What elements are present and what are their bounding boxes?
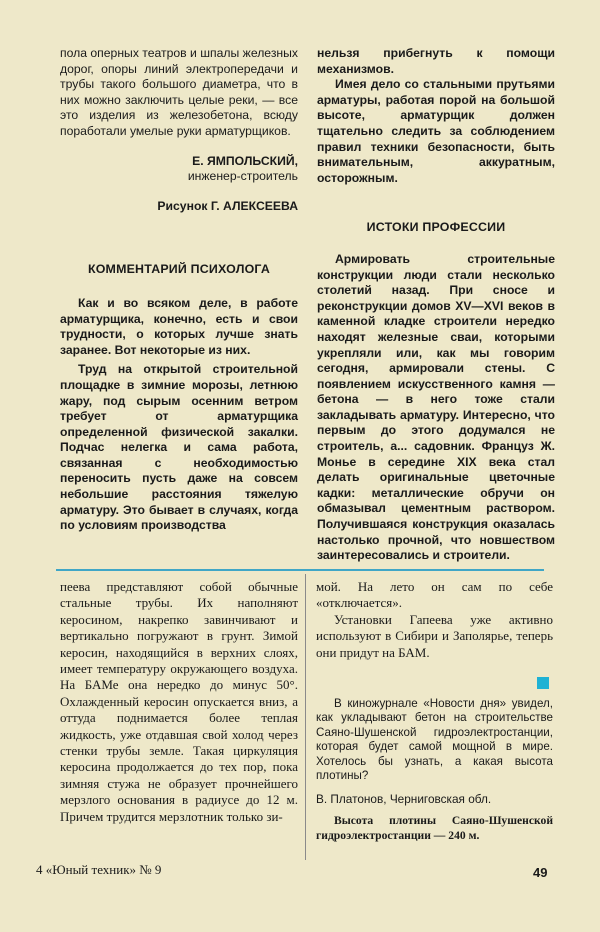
psychologist-heading: КОММЕНТАРИЙ ПСИХОЛОГА [87, 262, 271, 277]
top-left-column [60, 46, 298, 534]
right-paragraph-1: нельзя прибегнуть к помощи механизмов. [317, 46, 555, 76]
bottom-right-paragraph-2: Установки Гапеева уже активно используют в Сибири и Заполярье, теперь они придут на БАМ. [316, 611, 553, 660]
intro-paragraph: пола оперных театров и шпалы железных дорог, опоры линий электропередачи и трубы такого большого диаметра, что в них можно заключить целые реки, — все это изделия из железобетона, всюду поработали умелые руки арматурщиков. [60, 46, 298, 138]
illustration-credit: Рисунок Г. АЛЕКСЕЕВА [157, 198, 298, 213]
reader-question: В киножурнале «Новости дня» увидел, как укладывают бетон на строительстве Саяно-Шушенской гидроэлектростанции, которая будет самой мощной в мире. Хотелось бы узнать, а какая высота плотины? [316, 697, 553, 783]
right-paragraph-2: Имея дело со стальными прутьями арматуры, работая порой на большой высоте, арматурщик должен тщательно следить за соблюдением правил техники безопасности, быть внимательным, аккуратным, осторожным. [317, 77, 555, 185]
bottom-left-column [60, 579, 298, 825]
footer-journal: 4 «Юный техник» № 9 [36, 862, 162, 877]
bottom-right-paragraph-1: мой. На лето он сам по себе «отключается». [316, 579, 553, 611]
kerosene-paragraph: пеева представляют собой обычные стальные трубы. Их наполняют керосином, накрепко завинчивают и вертикально погружают в грунт. Зимой керосин, находящийся в верхних слоях, имеет температуру окружающего воздуха. На БАМе она нередко до минус 50°. Охлажденный керосин опускается вниз, а оттуда поднимается более теплая жидкость, уже отдавшая свой холод через стенки трубы земле. Такая циркуляция керосина продолжается до тех пор, пока зимняя стужа не образует прочнейшего мерзлого основания в радиусе до 12 м. Причем трудится мерзлотник только зи- [60, 579, 298, 824]
page-number: 49 [533, 865, 548, 880]
author-title: инженер-строитель [187, 169, 298, 184]
author-name: Е. ЯМПОЛЬСКИЙ, [192, 153, 298, 168]
column-divider [305, 574, 306, 860]
psych-paragraph-2: Труд на открытой строительной площадке в зимние морозы, летнюю жару, под сырым осенним ветром требует от арматурщика определенной физической закалки. Подчас нелегка и сама работа, связанная с необходимостью переносить пусть даже на совсем небольшие расстояния тяжелую арматуру. Это бывает в случаях, когда по условиям производства [60, 362, 298, 533]
top-right-column [317, 46, 555, 564]
bottom-right-column [316, 579, 553, 661]
psych-paragraph-1: Как и во всяком деле, в работе арматурщика, конечно, есть и свои трудности, о которых лучше знать заранее. Вот некоторые из них. [60, 295, 298, 357]
answer-paragraph: Высота плотины Саяно-Шушенской гидроэлектростанции — 240 м. [316, 814, 553, 842]
section-divider [56, 569, 544, 571]
accent-square [537, 677, 549, 689]
origins-heading: ИСТОКИ ПРОФЕССИИ [366, 220, 506, 235]
question-author: В. Платонов, Черниговская обл. [316, 792, 492, 807]
reader-question-block [316, 697, 553, 843]
origins-paragraph: Армировать строительные конструкции люди стали несколько столетий назад. При сносе и реконструкции домов XV—XVI веков в каменной кладке строители нередко находят железные сваи, которыми укрепляли или, как мы говорим сегодня, армировали стены. С появлением искусственного камня — бетона — в него тоже стали закладывать арматуру. Интересно, что первым до этого додумался не строитель, а... садовник. Француз Ж. Монье в середине XIX века стал делать оригинальные цветочные кадки: металлические обручи он обмазывал цементным раствором. Получившаяся конструкция оказалась настолько прочной, что новшеством заинтересовались и строители. [317, 251, 555, 563]
